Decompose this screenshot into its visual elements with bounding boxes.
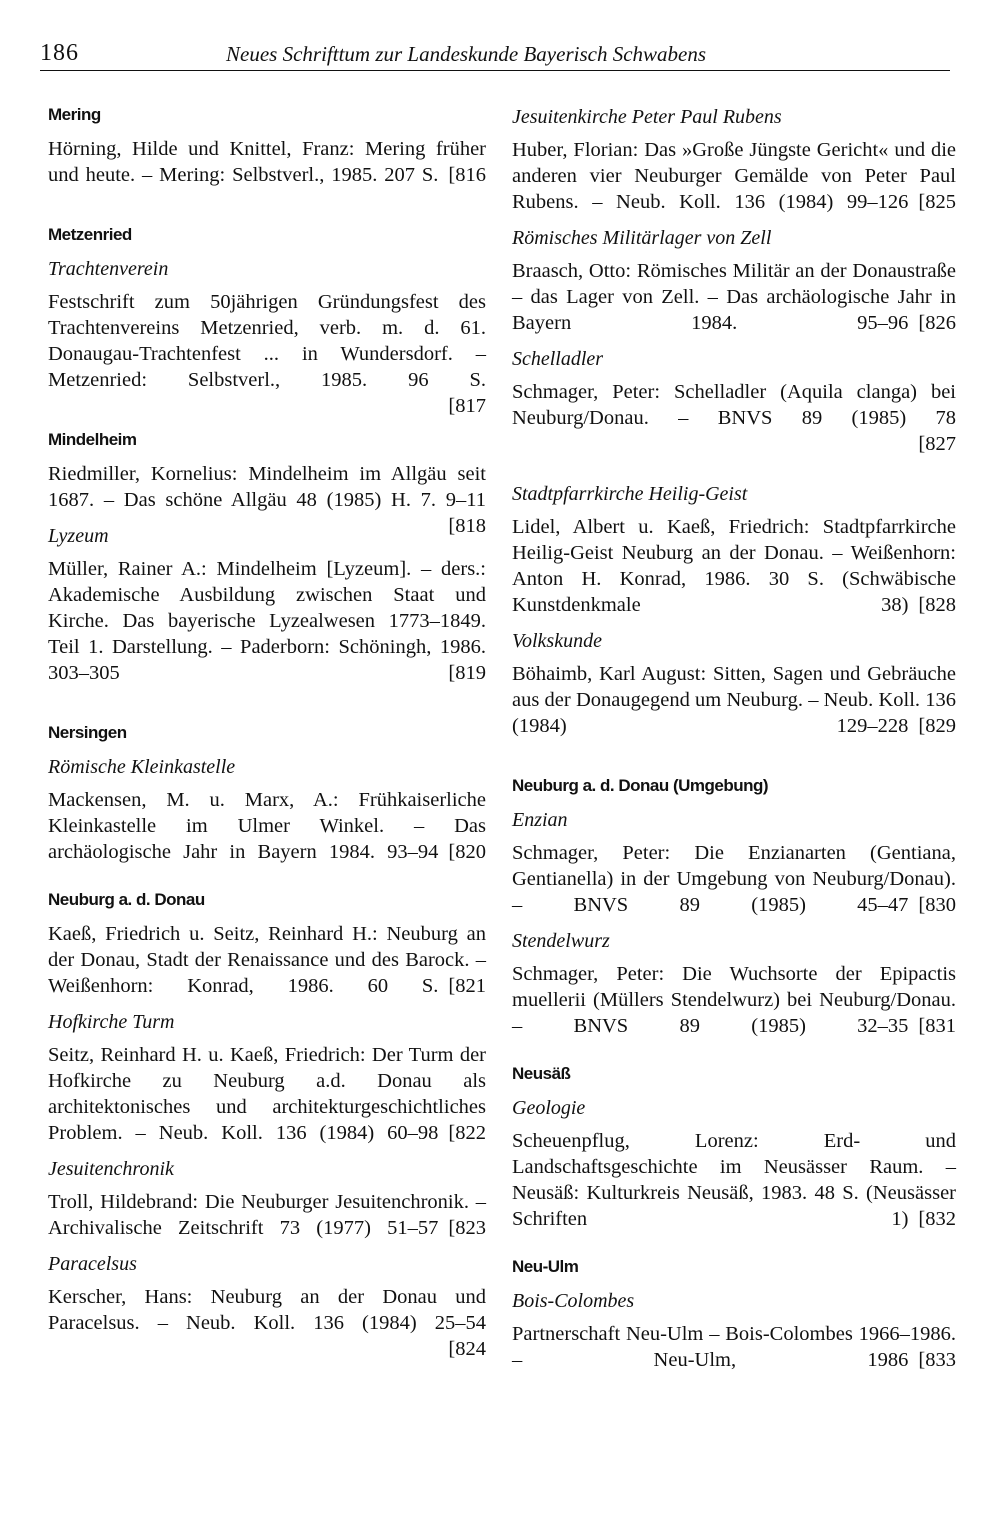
entry-number: [817 [448, 395, 486, 417]
entry-number: [830 [918, 894, 956, 916]
bibliography-entry-829 [512, 661, 956, 739]
entry-text: Böhaimb, Karl August: Sitten, Sagen und Gebräuche aus der Donaugegend um Neuburg. – Neub. Koll. 136 (1984) 129–228 [512, 663, 956, 737]
entry-number: [826 [918, 312, 956, 334]
bibliography-entry-830 [512, 840, 956, 918]
place-heading-neuburg: Neuburg a. d. Donau [48, 890, 205, 909]
subheading-lyzeum: Lyzeum [48, 525, 109, 547]
place-heading-nersingen: Nersingen [48, 723, 127, 742]
entry-text: Riedmiller, Kornelius: Mindelheim im Allgäu seit 1687. – Das schöne Allgäu 48 (1985) H. 7. 9–11 [48, 463, 486, 511]
bibliography-entry-820 [48, 787, 486, 865]
subheading-paracelsus: Paracelsus [48, 1253, 137, 1275]
entry-text: Huber, Florian: Das »Große Jüngste Gericht« und die anderen vier Neuburger Gemälde von Peter Paul Rubens. – Neub. Koll. 136 (1984) 99–126 [512, 139, 956, 213]
bibliography-entry-825 [512, 137, 956, 215]
bibliography-entry-833 [512, 1321, 956, 1373]
bibliography-entry-827 [512, 379, 956, 457]
entry-number: [816 [448, 164, 486, 186]
bibliography-entry-822 [48, 1042, 486, 1146]
entry-number: [827 [918, 433, 956, 455]
entry-number: [832 [918, 1208, 956, 1230]
right-column [512, 104, 956, 1373]
bibliography-entry-823 [48, 1189, 486, 1241]
bibliography-entry-831 [512, 961, 956, 1039]
subheading-trachtenverein: Trachtenverein [48, 258, 169, 280]
entry-text: Lidel, Albert u. Kaeß, Friedrich: Stadtpfarrkirche Heilig-Geist Neuburg an der Donau. – Weißenhorn: Anton H. Konrad, 1986. 30 S. (Schwäbische Kunstdenkmale 38) [512, 516, 956, 616]
subheading-jesuitenkirche: Jesuitenkirche Peter Paul Rubens [512, 106, 782, 128]
entry-text: Mackensen, M. u. Marx, A.: Frühkaiserliche Kleinkastelle im Ulmer Winkel. – Das archäologische Jahr in Bayern 1984. 93–94 [48, 789, 486, 863]
entry-number: [831 [918, 1015, 956, 1037]
place-heading-mering: Mering [48, 105, 101, 124]
subheading-roemische-kleinkastelle: Römische Kleinkastelle [48, 756, 236, 778]
entry-number: [828 [918, 594, 956, 616]
entry-text: Schmager, Peter: Die Wuchsorte der Epipactis muellerii (Müllers Stendelwurz) bei Neuburg/Donau. – BNVS 89 (1985) 32–35 [512, 963, 956, 1037]
bibliography-entry-824 [48, 1284, 486, 1362]
subheading-schelladler: Schelladler [512, 348, 604, 370]
entry-text: Scheuenpflug, Lorenz: Erd- und Landschaftsgeschichte im Neusässer Raum. – Neusäß: Kulturkreis Neusäß, 1983. 48 S. (Neusässer Schriften 1) [512, 1130, 956, 1230]
subheading-bois-colombes: Bois-Colombes [512, 1290, 635, 1312]
page-number: 186 [40, 40, 79, 66]
entry-text: Partnerschaft Neu-Ulm – Bois-Colombes 1966–1986. – Neu-Ulm, 1986 [512, 1323, 956, 1371]
entry-number: [824 [448, 1338, 486, 1360]
subheading-enzian: Enzian [512, 809, 568, 831]
subheading-stadtpfarrkirche: Stadtpfarrkirche Heilig-Geist [512, 483, 748, 505]
subheading-volkskunde: Volkskunde [512, 630, 602, 652]
subheading-stendelwurz: Stendelwurz [512, 930, 610, 952]
entry-text: Troll, Hildebrand: Die Neuburger Jesuitenchronik. – Archivalische Zeitschrift 73 (1977) 51–57 [48, 1191, 486, 1239]
left-column [48, 104, 486, 1362]
entry-text: Schmager, Peter: Schelladler (Aquila clanga) bei Neuburg/Donau. – BNVS 89 (1985) 78 [512, 381, 956, 429]
place-heading-neuburg-umgebung: Neuburg a. d. Donau (Umgebung) [512, 776, 769, 795]
bibliography-entry-816 [48, 136, 486, 188]
place-heading-neusaess: Neusäß [512, 1064, 571, 1083]
entry-text: Braasch, Otto: Römisches Militär an der Donaustraße – das Lager von Zell. – Das archäologische Jahr in Bayern 1984. 95–96 [512, 260, 956, 334]
page-header [40, 36, 950, 71]
bibliography-entry-817 [48, 289, 486, 419]
subheading-hofkirche-turm: Hofkirche Turm [48, 1011, 175, 1033]
entry-number: [833 [918, 1349, 956, 1371]
running-title: Neues Schrifttum zur Landeskunde Bayerisch Schwabens [226, 42, 707, 66]
entry-number: [822 [448, 1122, 486, 1144]
subheading-militaerlager-zell: Römisches Militärlager von Zell [512, 227, 772, 249]
bibliography-entry-828 [512, 514, 956, 618]
entry-text: Kerscher, Hans: Neuburg an der Donau und Paracelsus. – Neub. Koll. 136 (1984) 25–54 [48, 1286, 486, 1334]
entry-number: [823 [448, 1217, 486, 1239]
subheading-geologie: Geologie [512, 1097, 586, 1119]
bibliography-entry-819 [48, 556, 486, 686]
entry-number: [829 [918, 715, 956, 737]
entry-text: Seitz, Reinhard H. u. Kaeß, Friedrich: Der Turm der Hofkirche zu Neuburg a.d. Donau als architektonisches und architekturgeschichtliches Problem. – Neub. Koll. 136 (1984) 60–98 [48, 1044, 486, 1144]
entry-number: [819 [448, 662, 486, 684]
entry-number: [825 [918, 191, 956, 213]
entry-text: Müller, Rainer A.: Mindelheim [Lyzeum]. – ders.: Akademische Ausbildung zwischen Staat und Kirche. Das bayerische Lyzealwesen 1773–1849. Teil 1. Darstellung. – Paderborn: Schöningh, 1986. 303–305 [48, 558, 486, 684]
entry-text: Festschrift zum 50jährigen Gründungsfest des Trachtenvereins Metzenried, verb. m. d. 61. Donaugau-Trachtenfest ... in Wundersdorf. – Metzenried: Selbstverl., 1985. 96 S. [48, 291, 486, 391]
bibliography-entry-826 [512, 258, 956, 336]
bibliography-entry-832 [512, 1128, 956, 1232]
place-heading-neu-ulm: Neu-Ulm [512, 1257, 579, 1276]
bibliography-entry-821 [48, 921, 486, 999]
entry-number: [821 [448, 975, 486, 997]
place-heading-metzenried: Metzenried [48, 225, 132, 244]
entry-text: Hörning, Hilde und Knittel, Franz: Mering früher und heute. – Mering: Selbstverl., 1985. 207 S. [48, 138, 486, 186]
subheading-jesuitenchronik: Jesuitenchronik [48, 1158, 174, 1180]
place-heading-mindelheim: Mindelheim [48, 430, 137, 449]
entry-text: Kaeß, Friedrich u. Seitz, Reinhard H.: Neuburg an der Donau, Stadt der Renaissance und des Barock. – Weißenhorn: Konrad, 1986. 60 S. [48, 923, 486, 997]
entry-number: [820 [448, 841, 486, 863]
entry-text: Schmager, Peter: Die Enzianarten (Gentiana, Gentianella) in der Umgebung von Neuburg/Donau). – BNVS 89 (1985) 45–47 [512, 842, 956, 916]
entry-number: [818 [448, 515, 486, 537]
